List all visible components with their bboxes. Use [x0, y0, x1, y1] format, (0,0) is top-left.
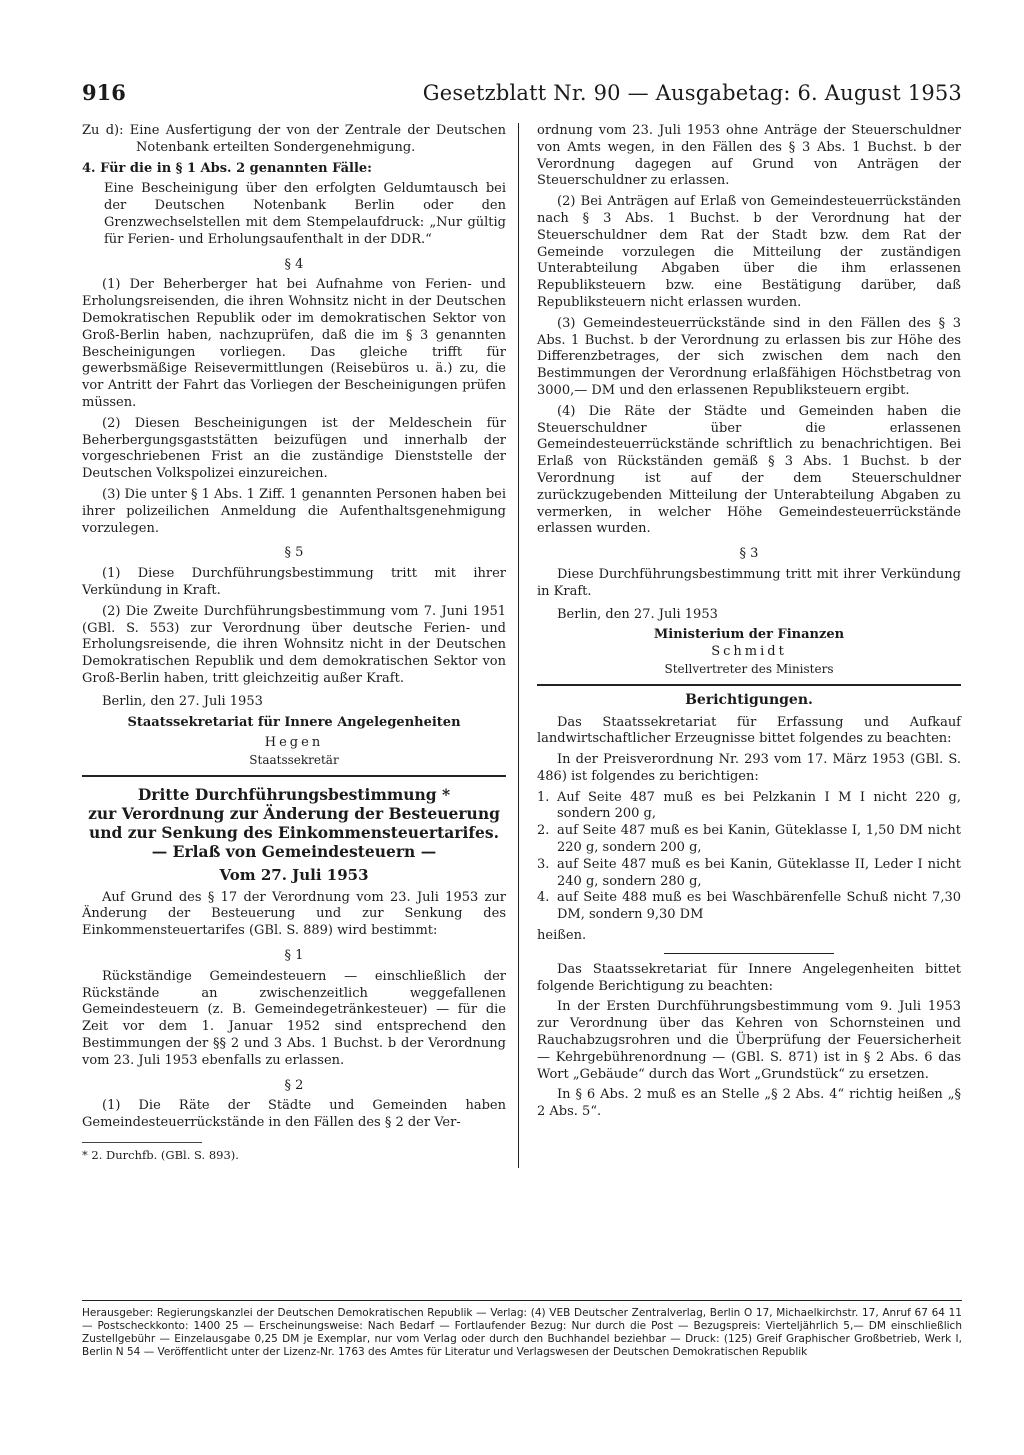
- publisher-imprint: Herausgeber: Regierungskanzlei der Deutschen Demokratischen Republik — Verlag: (4) VEB Deutscher Zentralverlag, Berlin O 17, Michaelkirchstr. 17, Anruf 67 64 11 — Postscheckkonto: 1400 25 — Erscheinungsweise: Nach Bedarf — Fortlaufender Bezug: Nur durch die Post — Bezugspreis: Vierteljährlich 5,— DM einschließlich Zustellgebühr — Einzelausgabe 0,25 DM je Exemplar, nur vom Verlag oder durch den Buchhandel beziehbar — Druck: (125) Greif Graphischer Großbetrieb, Werk I, Berlin N 54 — Veröffentlicht unter der Lizenz-Nr. 1763 des Amtes für Literatur und Verlagswesen der Deutschen Demokratischen Republik: [82, 1300, 962, 1359]
- footnote: * 2. Durchfb. (GBl. S. 893).: [82, 1148, 239, 1163]
- section-5-p2: (2) Die Zweite Durchführungsbestimmung vom 7. Juni 1951 (GBl. S. 553) zur Verordnung über deutsche Ferien- und Erholungsreisende, die ihren Wohnsitz nicht in der Deutschen Demokratischen Republik und dem demokratischen Sektor von Groß-Berlin haben, tritt gleichzeitig außer Kraft.: [82, 603, 506, 686]
- signer-name: Hegen: [264, 735, 324, 751]
- column-divider: [518, 123, 519, 1168]
- signing-date: Berlin, den 27. Juli 1953: [102, 693, 263, 709]
- item-4: [82, 161, 506, 249]
- signing-date-right: Berlin, den 27. Juli 1953: [557, 606, 718, 622]
- section-2-p3: (3) Gemeindesteuerrückstände sind in den Fällen des § 3 Abs. 1 Buchst. b der Verordnung zu erlassen bis zur Höhe des Differenzbetrages, der sich zwischen dem nach den Bestimmungen der Verordnung erlaßfähigen Höchstbetrag von 3000,— DM und den erlassenen Republiksteuern ergibt.: [537, 315, 961, 398]
- corrections-intro: Das Staatssekretariat für Erfassung und Aufkauf landwirtschaftlicher Erzeugnisse bittet folgendes zu beachten:: [537, 714, 961, 747]
- section-4-heading: § 4: [284, 256, 304, 272]
- section-2-p4: (4) Die Räte der Städte und Gemeinden haben die Steuerschuldner über die erlassenen Gemeindesteuerrückstände schriftlich zu benachrichtigen. Bei Erlaß von Rückständen gemäß § 3 Abs. 1 Buchst. b der Verordnung ist auf der dem Steuerschuldner zurückzugebenden Mitteilung der Unterabteilung Abgaben zu vermerken, in welcher Höhe Gemeindesteuerrückstände erlassen wurden.: [537, 403, 961, 537]
- corrections-2-intro: Das Staatssekretariat für Innere Angelegenheiten bittet folgende Berichtigung zu beachten:: [537, 961, 961, 994]
- signer-title-right: Stellvertreter des Ministers: [664, 661, 834, 676]
- section-4-p2: (2) Diesen Bescheinigungen ist der Meldeschein für Beherbergungsgaststätten beizufügen und innerhalb der vorgeschriebenen Frist an die zuständige Dienststelle der Deutschen Volkspolizei einzureichen.: [82, 415, 506, 482]
- item-4-label: 4. Für die in § 1 Abs. 2 genannten Fälle:: [82, 160, 372, 176]
- section-divider: [82, 775, 506, 777]
- section-4-p1: (1) Der Beherberger hat bei Aufnahme von Ferien- und Erholungsreisenden, die ihren Wohnsitz nicht in der Deutschen Demokratischen Republik oder im demokratischen Sektor von Groß-Berlin haben, nachzuprüfen, daß die im § 3 genannten Bescheinigungen vorliegen. Das gleiche trifft für gewerbsmäßige Reisevermittlungen (Reisebüros u. ä.) zu, die vor Antritt der Fahrt das Vorliegen der Bescheinigungen prüfen müssen.: [82, 277, 506, 410]
- corrections-list: [537, 790, 961, 924]
- decree-preamble: Auf Grund des § 17 der Verordnung vom 23. Juli 1953 zur Änderung der Besteuerung und zur Senkung des Einkommensteuertarifes (GBl. S. 889) wird bestimmt:: [82, 889, 506, 939]
- section-1-heading: § 1: [284, 948, 304, 964]
- section-5-p1: (1) Diese Durchführungsbestimmung tritt mit ihrer Verkündung in Kraft.: [82, 566, 506, 598]
- section-2-p2: (2) Bei Anträgen auf Erlaß von Gemeindesteuerrückständen nach § 3 Abs. 1 Buchst. b der Verordnung hat der Steuerschuldner dem Rat der Stadt bzw. dem Rat der Gemeinde vorzulegen die Mitteilung der zuständigen Unterabteilung Abgaben über die ihm erlassenen Republiksteuern bzw. eine Bestätigung darüber, daß Republiksteuern nicht erlassen wurden.: [537, 194, 961, 310]
- section-5-heading: § 5: [284, 545, 304, 561]
- left-column: [82, 123, 518, 1168]
- section-2-p1: (1) Die Räte der Städte und Gemeinden haben Gemeindesteuerrückstände in den Fällen des § 2 der Ver-: [82, 1098, 506, 1131]
- signing-authority: Staatssekretariat für Innere Angelegenheiten: [127, 714, 461, 730]
- section-2-heading: § 2: [284, 1077, 304, 1093]
- corrections-reference: In der Preisverordnung Nr. 293 vom 17. März 1953 (GBl. S. 486) ist folgendes zu berichtigen:: [537, 752, 961, 784]
- corrections-divider: [537, 684, 961, 686]
- page-title: Gesetzblatt Nr. 90 — Ausgabetag: 6. August 1953: [422, 81, 962, 105]
- short-divider: [664, 953, 834, 954]
- two-column-body: [82, 123, 962, 1168]
- corrections-2-text-2: In § 6 Abs. 2 muß es an Stelle „§ 2 Abs. 4“ richtig heißen „§ 2 Abs. 5“.: [537, 1087, 961, 1120]
- section-4-p3: (3) Die unter § 1 Abs. 1 Ziff. 1 genannten Personen haben bei ihrer polizeilichen Anmeldung die Aufenthaltsgenehmigung vorzulegen.: [82, 486, 506, 536]
- signing-authority-right: Ministerium der Finanzen: [653, 627, 845, 643]
- list-item: 3. auf Seite 487 muß es bei Kanin, Güteklasse II, Leder I nicht 240 g, sondern 280 g,: [537, 856, 961, 889]
- corrections-end: heißen.: [537, 928, 587, 944]
- decree-title: [82, 785, 506, 861]
- zu-d-paragraph: Zu d): Eine Ausfertigung der von der Zentrale der Deutschen Notenbank erteilten Sondergenehmigung.: [82, 123, 506, 155]
- signer-title: Staatssekretär: [249, 753, 339, 768]
- signer-name-right: Schmidt: [711, 644, 787, 660]
- list-item: 4. auf Seite 488 muß es bei Waschbärenfelle Schuß nicht 7,30 DM, sondern 9,30 DM: [537, 890, 961, 923]
- item-4-text: Eine Bescheinigung über den erfolgten Geldumtausch bei der Deutschen Notenbank Berlin oder den Grenzwechselstellen mit dem Stempelaufdruck: „Nur gültig für Ferien- und Erholungsaufenthalt in der DDR.“: [104, 181, 506, 247]
- section-3-heading: § 3: [739, 546, 759, 562]
- decree-date: Vom 27. Juli 1953: [219, 865, 369, 884]
- section-2-continuation: ordnung vom 23. Juli 1953 ohne Anträge der Steuerschuldner von Amts wegen, in den Fällen des § 3 Abs. 1 Buchst. b der Verordnung dagegen auf Grund von Anträgen der Steuerschuldner zu erlassen.: [537, 123, 961, 189]
- page-number: 916: [82, 80, 126, 105]
- section-1-text: Rückständige Gemeindesteuern — einschließlich der Rückstände an zwischenzeitlich weggefallenen Gemeindesteuern (z. B. Gemeindegetränkesteuer) — für die Zeit vor dem 1. Januar 1952 sind entsprechend den Bestimmungen der §§ 2 und 3 Abs. 1 Buchst. b der Verordnung vom 23. Juli 1953 ebenfalls zu erlassen.: [82, 968, 506, 1068]
- list-item: 1. Auf Seite 487 muß es bei Pelzkanin I M I nicht 220 g, sondern 200 g,: [537, 789, 961, 822]
- right-column: [527, 123, 961, 1168]
- decree-title-line-1: Dritte Durchführungsbestimmung *: [137, 784, 451, 804]
- corrections-2-text: In der Ersten Durchführungsbestimmung vom 9. Juli 1953 zur Verordnung über das Kehren von Schornsteinen und Rauchabzugsrohren und die Überprüfung der Feuersicherheit — Kehrgebührenordnung — (GBl. S. 871) ist in § 2 Abs. 6 das Wort „Gebäude“ durch das Wort „Grundstück“ zu ersetzen.: [537, 999, 961, 1082]
- decree-title-line-2: zur Verordnung zur Änderung der Besteuerung und zur Senkung des Einkommensteuertarifes.: [88, 803, 500, 842]
- footnote-rule: [82, 1142, 202, 1143]
- page-header: [82, 80, 962, 113]
- list-item: 2. auf Seite 487 muß es bei Kanin, Güteklasse I, 1,50 DM nicht 220 g, sondern 200 g,: [537, 823, 961, 856]
- corrections-heading: Berichtigungen.: [685, 691, 813, 708]
- section-3-text: Diese Durchführungsbestimmung tritt mit ihrer Verkündung in Kraft.: [537, 566, 961, 599]
- decree-subtitle: — Erlaß von Gemeindesteuern —: [151, 841, 437, 861]
